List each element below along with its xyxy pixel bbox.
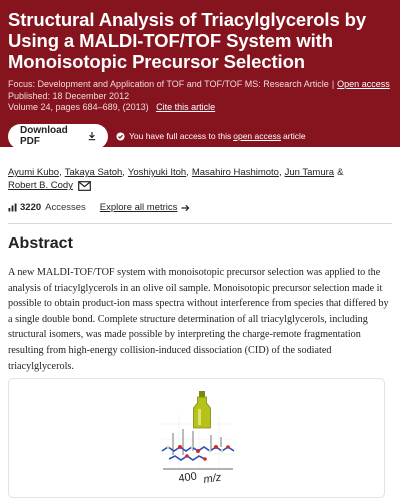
access-open-access-link[interactable]: open access [233, 131, 281, 141]
access-notice [116, 131, 306, 141]
article-title: Structural Analysis of Triacylglycerols by Using a MALDI-TOF/TOF System with Monoisotopic Precursor Selection [8, 9, 367, 72]
figure-axis-number: 400 [177, 470, 198, 485]
volume-line [8, 102, 392, 114]
article-focus: Focus: Development and Application of TOF and TOF/TOF MS: Research Article [8, 79, 329, 89]
article-metrics [0, 192, 400, 213]
explore-metrics-label: Explore all metrics [99, 202, 178, 213]
graphical-abstract-figure[interactable] [8, 378, 385, 498]
open-access-link[interactable]: Open access [337, 79, 390, 89]
check-circle-icon [116, 132, 125, 141]
arrow-right-icon [181, 204, 190, 212]
meta-separator: | [331, 79, 335, 89]
download-icon [88, 131, 96, 141]
access-suffix: article [282, 131, 306, 141]
download-pdf-button[interactable] [8, 124, 108, 149]
figure-axis-unit: m/z [202, 471, 222, 486]
cite-link[interactable]: Cite this article [156, 102, 216, 112]
article-meta [8, 79, 392, 114]
bar-chart-icon [8, 203, 17, 212]
author-link[interactable]: Ayumi Kubo [8, 167, 60, 178]
author-link[interactable]: Robert B. Cody [8, 180, 73, 191]
abstract-heading: Abstract [8, 235, 73, 252]
article-focus-line [8, 79, 392, 91]
download-pdf-label: Download PDF [20, 125, 68, 147]
explore-metrics-link[interactable] [100, 202, 191, 213]
author-list: Ayumi Kubo , Takaya Satoh , Yoshiyuki Itoh , Masahiro Hashimoto , Jun Tamura & Robert B. Cody [8, 167, 344, 191]
article-header [0, 0, 400, 147]
abstract-text: A new MALDI-TOF/TOF system with monoisotopic precursor selection was applied to the analysis of triacylglycerols in an olive oil sample. Monoisotopic precursor selection made it possible to obtain product-ion mass spectra without interference from species that differed by a single double bond. Complete structure determination of all triacylglycerols, including structural isomers, was made possible by interpreting the charge-remote fragmentation resulting from high-energy collision-induced dissociation (CID) of the sodiated triacylglycerols. [8, 267, 389, 372]
accesses-label: Accesses [45, 202, 86, 213]
article-actions [8, 124, 392, 149]
accesses-count: 3220 [20, 202, 42, 213]
author-link[interactable]: Jun Tamura [284, 167, 335, 178]
author-link[interactable]: Yoshiyuki Itoh [127, 167, 187, 178]
authors-and: & [337, 167, 344, 178]
access-prefix: You have full access to this [129, 131, 232, 141]
author-link[interactable]: Takaya Satoh [64, 167, 123, 178]
volume-info: Volume 24, pages 684–689, (2013) [8, 102, 149, 112]
section-divider [8, 223, 392, 224]
author-link[interactable]: Masahiro Hashimoto [191, 167, 279, 178]
graphical-abstract-image [159, 389, 237, 487]
email-icon[interactable] [78, 181, 91, 191]
oil-bottle-icon [194, 391, 211, 428]
published-date: Published: 18 December 2012 [8, 90, 130, 101]
